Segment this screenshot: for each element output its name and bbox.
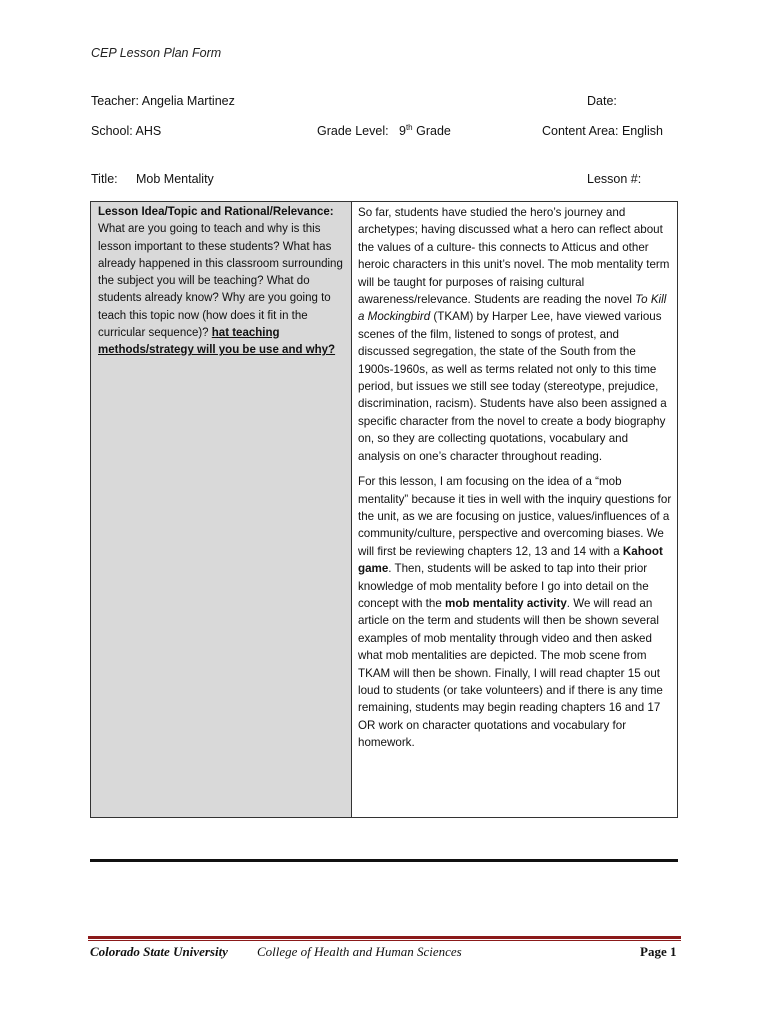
teacher-label: Teacher: (91, 94, 139, 108)
title-value: Mob Mentality (136, 172, 214, 186)
mob-mentality-activity-term: mob mentality activity (445, 596, 567, 610)
school-label: School: (91, 124, 133, 138)
title-label: Title: (91, 172, 118, 186)
response-p1-text-cont: (TKAM) by Harper Lee, have viewed various scenes of the film, listened to songs of protest, and discussed segregation, the state of the South from the 1900s-1960s, as well as terms related not only to this time period, but issues we still see today (stereotype, prejudice, discrimination, racism). Students have also been assigned a specific character from the novel to create a body biography on, so they are collecting quotations, vocabulary and analysis on one’s character throughout reading. (358, 310, 667, 463)
footer-university: Colorado State University (90, 944, 228, 959)
school-value: AHS (135, 124, 162, 138)
footer-college: College of Health and Human Sciences (257, 944, 462, 959)
content-area-field (542, 124, 663, 138)
section-divider (90, 859, 678, 862)
form-title: CEP Lesson Plan Form (91, 46, 222, 60)
footer-rule (88, 936, 681, 939)
grade-label: Grade Level: (317, 124, 389, 138)
teaching-methods-prompt: hat teaching methods/strategy will you be use and why? (98, 327, 336, 357)
grade-number: 9 (399, 124, 406, 138)
response-p1-text: So far, students have studied the hero’s journey and archetypes; having discussed what a hero can reflect about the values of a culture- this connects to Atticus and other heroic characters in this unit’s novel. The mob mentality term will be taught for purposes of raising cultural awareness/relevance. Students are reading the novel (358, 206, 670, 307)
grade-word: Grade (416, 124, 451, 138)
lesson-number-label: Lesson #: (587, 172, 642, 186)
response-p2-text-cont: . Then, students will be asked to tap into their prior knowledge of mob mentality before I go into detail on the concept with the (358, 562, 649, 610)
teacher-field (91, 94, 235, 108)
content-area-label: Content Area: (542, 124, 619, 138)
date-label: Date: (587, 94, 617, 108)
response-p2-text-end: . We will read an article on the term and students will then be shown several examples of mob mentality through video and then asked what mob mentalities are depicted. The mob scene from TKAM will then be shown. Finally, I will read chapter 15 out loud to students (or take volunteers) and if there is any time remaining, students may begin reading chapters 16 and 17 OR work on character quotations and vocabulary for homework. (358, 596, 663, 750)
lesson-plan-table (90, 201, 678, 818)
teacher-value: Angelia Martinez (141, 94, 235, 108)
response-p2-text: For this lesson, I am focusing on the idea of a “mob mentality” because it ties in well with the inquiry questions for the unit, as we are focusing on justice, values/influences of a community/culture, perspective and overcoming biases. We will first be reviewing chapters 12, 13 and 14 with a (358, 475, 672, 558)
response-paragraph-2 (358, 473, 673, 752)
grade-field (317, 124, 451, 138)
school-field (91, 124, 161, 138)
kahoot-game-term: Kahoot game (358, 544, 663, 576)
response-paragraph-1 (358, 204, 673, 465)
lesson-idea-prompt-cell (91, 202, 352, 817)
lesson-idea-prompt: What are you going to teach and why is this lesson important to these students? What has already happened in this classroom surrounding the subject you will be teaching? What do students already know? Why are you going to teach this topic now (how does it fit in the curricular sequence)? (98, 223, 343, 340)
footer-page-number: Page 1 (640, 944, 677, 959)
novel-title: To Kill a Mockingbird (358, 293, 667, 324)
footer-rule-thin (88, 940, 681, 941)
content-area-value: English (621, 124, 663, 138)
lesson-idea-response-cell (352, 202, 677, 817)
lesson-idea-heading: Lesson Idea/Topic and Rational/Relevance: (98, 206, 334, 218)
grade-suffix: th (405, 122, 413, 132)
